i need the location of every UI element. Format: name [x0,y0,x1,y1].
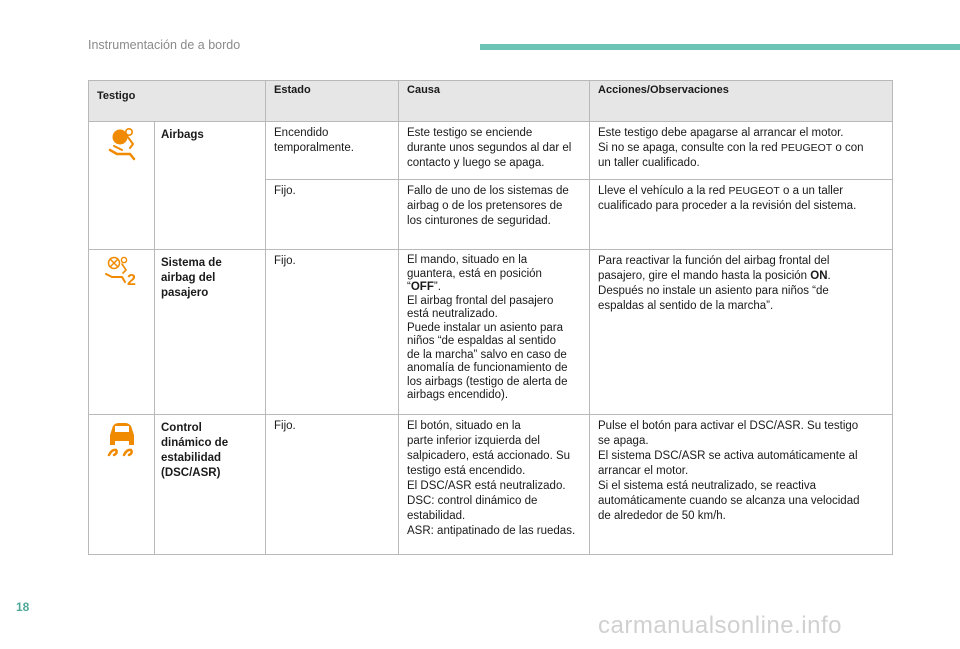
text-line: Para reactivar la función del airbag frontal del pasajero, gire el mando hasta la posición [598,255,830,282]
acciones-cell [590,180,893,250]
table-row [89,122,893,180]
stability-control-icon [89,415,155,555]
text-line: Lleve el vehículo a la red [598,185,729,197]
table-header-row [89,81,893,122]
text-line: Puede instalar un asiento para niños “de espaldas al sentido de la marcha” salvo en caso de anomalía de funcionamiento de los airbags (testigo de alerta de airbags encendido). [407,321,568,401]
page-header-title: Instrumentación de a bordo [88,38,241,52]
text-line: El airbag frontal del pasajero está neutralizado. [407,294,554,320]
warning-lamps-table [88,80,893,555]
lamp-name-dsc-asr: Control dinámico de estabilidad (DSC/ASR) [155,415,266,555]
header-acciones: Acciones/Observaciones [590,81,893,122]
airbag-icon [89,122,155,250]
lamp-name-airbags: Airbags [155,122,266,250]
text-line: Si no se apaga, consulte con la red [598,142,781,154]
table-row [89,250,893,415]
watermark: carmanualsonline.info [598,612,842,639]
estado-cell: Fijo. [266,250,399,415]
header-accent-bar [480,44,960,50]
causa-cell: Fallo de uno de los sistemas de airbag o de los pretensores de los cinturones de seguridad. [399,180,590,250]
table-row [89,415,893,555]
text-line: . [827,270,831,282]
brand-name: PEUGEOT [728,185,780,197]
text-line: o con un taller cualificado. [598,142,864,169]
estado-cell: Fijo. [266,180,399,250]
text-line: Este testigo debe apagarse al arrancar el motor. [598,127,844,139]
causa-cell: El botón, situado en la parte inferior izquierda del salpicadero, está accionado. Su testigo está encendido. El DSC/ASR está neutralizado. DSC: control dinámico de estabilidad. ASR: antipatinado de las ruedas. [399,415,590,555]
text-line: ”. [433,281,441,293]
text-line: Después no instale un asiento para niños “de espaldas al sentido de la marcha”. [598,285,829,312]
acciones-cell: Pulse el botón para activar el DSC/ASR. Su testigo se apaga. El sistema DSC/ASR se activa automáticamente al arrancar el motor. Si el sistema está neutralizado, se reactiva automáticamente cuando se alcanza una velocidad de alrededor de 50 km/h. [590,415,893,555]
page-number: 18 [16,600,30,614]
brand-name: PEUGEOT [780,142,833,154]
acciones-cell [590,122,893,180]
passenger-airbag-off-icon [89,250,155,415]
text-line: o a un taller cualificado para proceder a la revisión del sistema. [598,185,857,212]
text-line: El mando, situado en la guantera, está en posición “ [407,254,542,293]
svg-text:2: 2 [126,272,136,289]
estado-cell: Fijo. [266,415,399,555]
estado-cell: Encendido temporalmente. [266,122,399,180]
header-estado: Estado [266,81,399,122]
off-label: OFF [410,281,434,293]
on-label: ON [810,270,828,282]
acciones-cell [590,250,893,415]
lamp-name-passenger-airbag: Sistema de airbag del pasajero [155,250,266,415]
header-testigo: Testigo [89,81,266,122]
causa-cell [399,250,590,415]
causa-cell: Este testigo se enciende durante unos segundos al dar el contacto y luego se apaga. [399,122,590,180]
header-causa: Causa [399,81,590,122]
